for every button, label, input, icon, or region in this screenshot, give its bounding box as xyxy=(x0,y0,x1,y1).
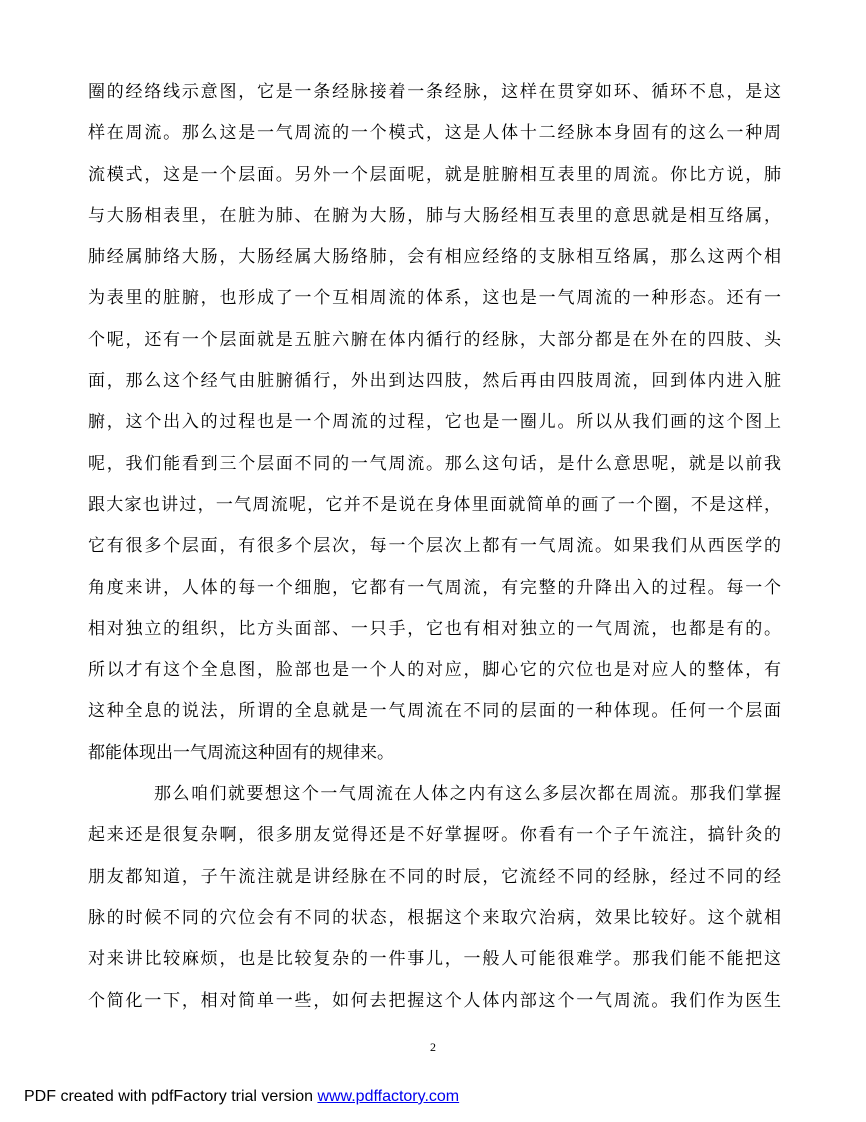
text-line: 与大肠相表里，在脏为肺、在腑为大肠，肺与大肠经相互表里的意思就是相互络属， xyxy=(88,205,781,226)
text-line: 相对独立的组织，比方头面部、一只手，它也有相对独立的一气周流，也都是有的。 xyxy=(88,618,781,639)
paragraph-2 xyxy=(88,774,781,1022)
text-line: 角度来讲，人体的每一个细胞，它都有一气周流，有完整的升降出入的过程。每一个 xyxy=(88,577,781,598)
text-line: 它有很多个层面，有很多个层次，每一个层次上都有一气周流。如果我们从西医学的 xyxy=(88,536,781,557)
pdffactory-link[interactable]: www.pdffactory.com xyxy=(317,1088,460,1105)
page-number: 2 xyxy=(430,1040,436,1054)
text-line: 跟大家也讲过，一气周流呢，它并不是说在身体里面就简单的画了一个圈，不是这样， xyxy=(88,494,781,515)
text-line: 起来还是很复杂啊，很多朋友觉得还是不好掌握呀。你看有一个子午流注，搞针灸的 xyxy=(88,825,781,846)
text-line: 样在周流。那么这是一气周流的一个模式，这是人体十二经脉本身固有的这么一种周 xyxy=(88,123,781,144)
text-line: 那么咱们就要想这个一气周流在人体之内有这么多层次都在周流。那我们掌握 xyxy=(154,784,781,805)
text-line: 面，那么这个经气由脏腑循行，外出到达四肢，然后再由四肢周流，回到体内进入脏 xyxy=(88,371,781,392)
pdf-footer xyxy=(24,1088,459,1106)
text-line: 个简化一下，相对简单一些，如何去把握这个人体内部这个一气周流。我们作为医生 xyxy=(88,990,781,1011)
text-line: 呢，我们能看到三个层面不同的一气周流。那么这句话，是什么意思呢，就是以前我 xyxy=(88,453,781,474)
text-line: 这种全息的说法，所谓的全息就是一气周流在不同的层面的一种体现。任何一个层面 xyxy=(88,701,781,722)
text-line: 脉的时候不同的穴位会有不同的状态，根据这个来取穴治病，效果比较好。这个就相 xyxy=(88,907,781,928)
text-line: 朋友都知道，子午流注就是讲经脉在不同的时辰，它流经不同的经脉，经过不同的经 xyxy=(88,866,781,887)
text-line: 个呢，还有一个层面就是五脏六腑在体内循行的经脉，大部分都是在外在的四肢、头 xyxy=(88,329,781,350)
text-line: 为表里的脏腑，也形成了一个互相周流的体系，这也是一气周流的一种形态。还有一 xyxy=(88,288,781,309)
text-line: 腑，这个出入的过程也是一个周流的过程，它也是一圈儿。所以从我们画的这个图上 xyxy=(88,412,781,433)
text-line: 圈的经络线示意图，它是一条经脉接着一条经脉，这样在贯穿如环、循环不息，是这 xyxy=(88,82,781,102)
text-line: 流模式，这是一个层面。另外一个层面呢，就是脏腑相互表里的周流。你比方说，肺 xyxy=(88,164,781,185)
document-body xyxy=(88,72,781,1022)
text-line: 所以才有这个全息图，脸部也是一个人的对应，脚心它的穴位也是对应人的整体，有 xyxy=(88,660,781,681)
text-line: 都能体现出一气周流这种固有的规律来。 xyxy=(88,742,394,763)
text-line: 对来讲比较麻烦，也是比较复杂的一件事儿，一般人可能很难学。那我们能不能把这 xyxy=(88,949,781,970)
text-line: 肺经属肺络大肠，大肠经属大肠络肺，会有相应经络的支脉相互络属，那么这两个相 xyxy=(88,247,781,268)
footer-prefix: PDF created with pdfFactory trial version xyxy=(24,1088,318,1105)
paragraph-1 xyxy=(88,72,781,774)
